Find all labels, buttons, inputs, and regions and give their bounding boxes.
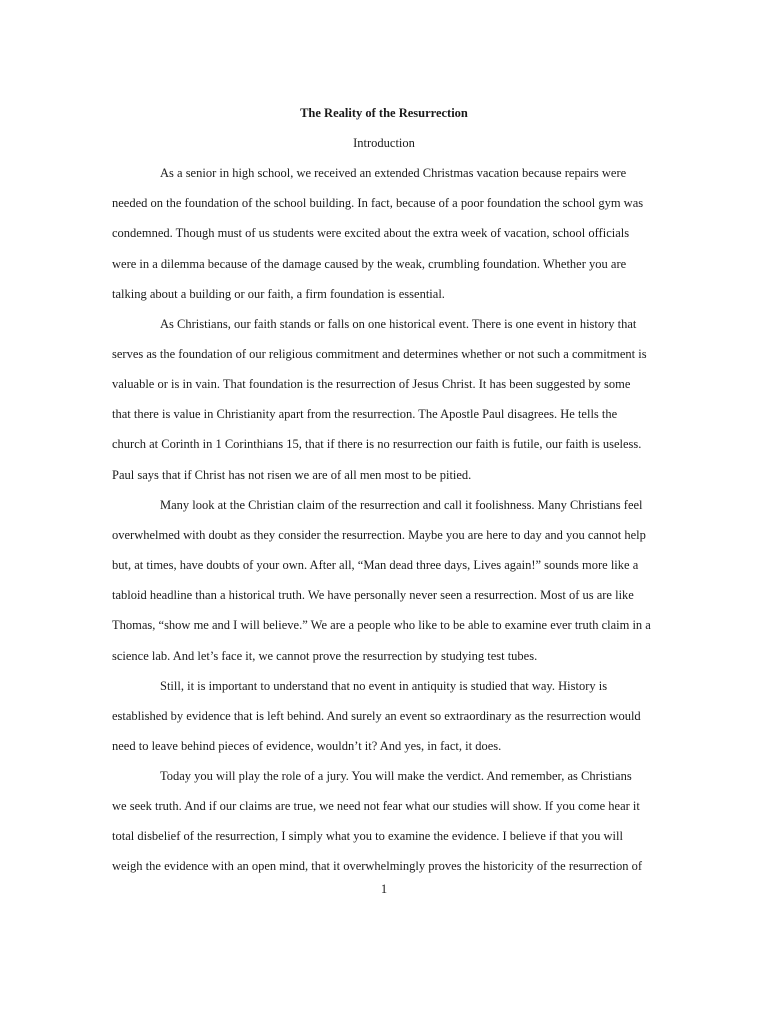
text-line: tabloid headline than a historical truth. We have personally never seen a resurrection. Most of us are like xyxy=(112,588,634,602)
text-line: valuable or is in vain. That foundation is the resurrection of Jesus Christ. It has been suggested by some xyxy=(112,377,631,391)
text-line: but, at times, have doubts of your own. After all, “Man dead three days, Lives again!” sounds more like a xyxy=(112,558,639,572)
text-line: need to leave behind pieces of evidence, wouldn’t it? And yes, in fact, it does. xyxy=(112,739,502,753)
text-line: science lab. And let’s face it, we cannot prove the resurrection by studying test tubes. xyxy=(112,649,538,663)
text-line: weigh the evidence with an open mind, that it overwhelmingly proves the historicity of the resurrection of xyxy=(112,859,643,873)
text-line: As a senior in high school, we received an extended Christmas vacation because repairs were xyxy=(160,166,627,180)
document-title: The Reality of the Resurrection xyxy=(300,106,468,120)
text-line: Paul says that if Christ has not risen we are of all men most to be pitied. xyxy=(112,468,472,482)
text-line: Many look at the Christian claim of the resurrection and call it foolishness. Many Christians feel xyxy=(160,498,643,512)
text-line: were in a dilemma because of the damage caused by the weak, crumbling foundation. Whether you are xyxy=(112,257,627,271)
text-line: Thomas, “show me and I will believe.” We are a people who like to be able to examine ever truth claim in a xyxy=(112,618,651,632)
text-line: overwhelmed with doubt as they consider the resurrection. Maybe you are here to day and you cannot help xyxy=(112,528,646,542)
text-line: Today you will play the role of a jury. You will make the verdict. And remember, as Christians xyxy=(160,769,632,783)
text-line: serves as the foundation of our religious commitment and determines whether or not such a commitment is xyxy=(112,347,647,361)
text-line: talking about a building or our faith, a firm foundation is essential. xyxy=(112,287,445,301)
section-heading: Introduction xyxy=(353,136,415,150)
page-number: 1 xyxy=(380,882,388,896)
text-line: church at Corinth in 1 Corinthians 15, that if there is no resurrection our faith is futile, our faith is useless. xyxy=(112,437,642,451)
text-line: As Christians, our faith stands or falls on one historical event. There is one event in history that xyxy=(160,317,637,331)
text-line: total disbelief of the resurrection, I simply what you to examine the evidence. I believe if that you will xyxy=(112,829,623,843)
text-line: Still, it is important to understand that no event in antiquity is studied that way. History is xyxy=(160,679,608,693)
text-line: needed on the foundation of the school building. In fact, because of a poor foundation the school gym was xyxy=(112,196,644,210)
text-line: established by evidence that is left behind. And surely an event so extraordinary as the resurrection would xyxy=(112,709,641,723)
text-line: condemned. Though must of us students were excited about the extra week of vacation, school officials xyxy=(112,226,630,240)
text-line: we seek truth. And if our claims are true, we need not fear what our studies will show. If you come hear it xyxy=(112,799,640,813)
text-line: that there is value in Christianity apart from the resurrection. The Apostle Paul disagrees. He tells the xyxy=(112,407,618,421)
